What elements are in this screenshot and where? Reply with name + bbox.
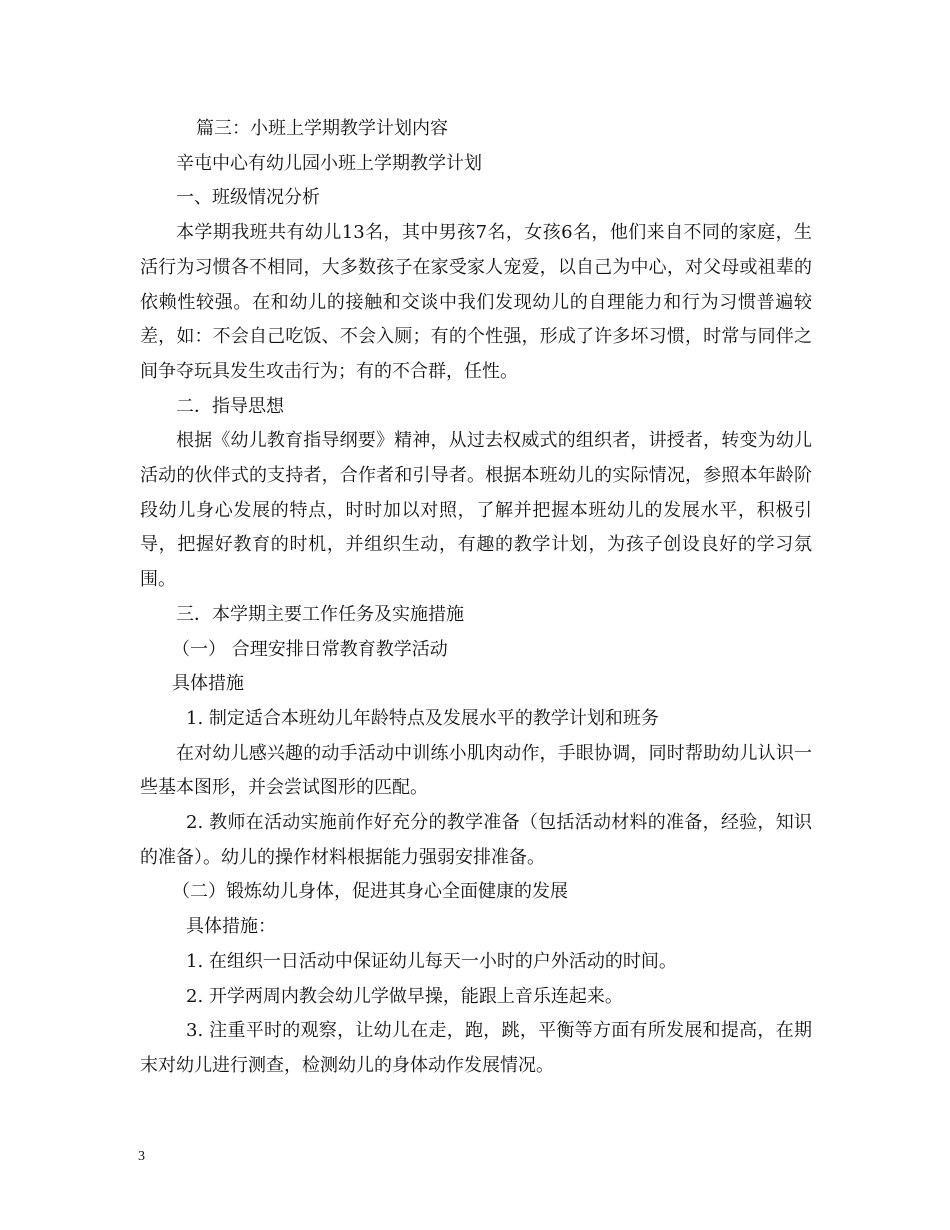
section-2-title: 二．指导思想 <box>176 395 284 417</box>
document-heading: 篇三：小班上学期教学计划内容 <box>196 118 448 139</box>
subsection-1-measures-label: 具体措施 <box>172 673 244 695</box>
section-1-title: 一、班级情况分析 <box>176 187 320 209</box>
subsection-2-title: （二）锻炼幼儿身体，促进其身心全面健康的发展 <box>172 881 568 903</box>
page-number: 3 <box>138 1149 145 1164</box>
section-2-paragraph: 根据《幼儿教育指导纲要》精神，从过去权威式的组织者，讲授者，转变为幼儿活动的伙伴式的支持者，合作者和引导者。根据本班幼儿的实际情况，参照本年龄阶段幼儿身心发展的特点，时时加以对照，了解并把握本班幼儿的发展水平，积极引导，把握好教育的时机，并组织生动，有趣的教学计划，为孩子创设良好的学习氛围。 <box>140 430 812 591</box>
subsection-2-item-3: 3. 注重平时的观察，让幼儿在走，跑，跳，平衡等方面有所发展和提高，在期末对幼儿进行测查，检测幼儿的身体动作发展情况。 <box>140 1020 812 1076</box>
subsection-1-item-1-paragraph: 在对幼儿感兴趣的动手活动中训练小肌肉动作，手眼协调，同时帮助幼儿认识一些基本图形，并会尝试图形的匹配。 <box>140 742 812 799</box>
document-subtitle: 辛屯中心有幼儿园小班上学期教学计划 <box>176 152 482 174</box>
section-1-paragraph: 本学期我班共有幼儿13名，其中男孩7名，女孩6名，他们来自不同的家庭，生活行为习惯各不相同，大多数孩子在家受家人宠爱，以自己为中心，对父母或祖辈的依赖性较强。在和幼儿的接触和交谈中我们发现幼儿的自理能力和行为习惯普遍较差，如：不会自己吃饭、不会入厕；有的个性强，形成了许多坏习惯，时常与同伴之间争夺玩具发生攻击行为；有的不合群，任性。 <box>140 222 812 382</box>
section-3-title: 三．本学期主要工作任务及实施措施 <box>176 603 464 625</box>
document-body <box>140 112 812 1084</box>
subsection-2-measures-label: 具体措施： <box>186 916 276 938</box>
subsection-2-item-1: 1. 在组织一日活动中保证幼儿每天一小时的户外活动的时间。 <box>186 950 677 972</box>
subsection-1-title: （一） 合理安排日常教育教学活动 <box>172 638 448 660</box>
subsection-2-item-2: 2. 开学两周内教会幼儿学做早操，能跟上音乐连起来。 <box>186 985 623 1007</box>
subsection-1-item-1: 1. 制定适合本班幼儿年龄特点及发展水平的教学计划和班务 <box>186 707 659 729</box>
subsection-1-item-2: 2. 教师在活动实施前作好充分的教学准备（包括活动材料的准备，经验，知识的准备）。幼儿的操作材料根据能力强弱安排准备。 <box>140 812 812 868</box>
